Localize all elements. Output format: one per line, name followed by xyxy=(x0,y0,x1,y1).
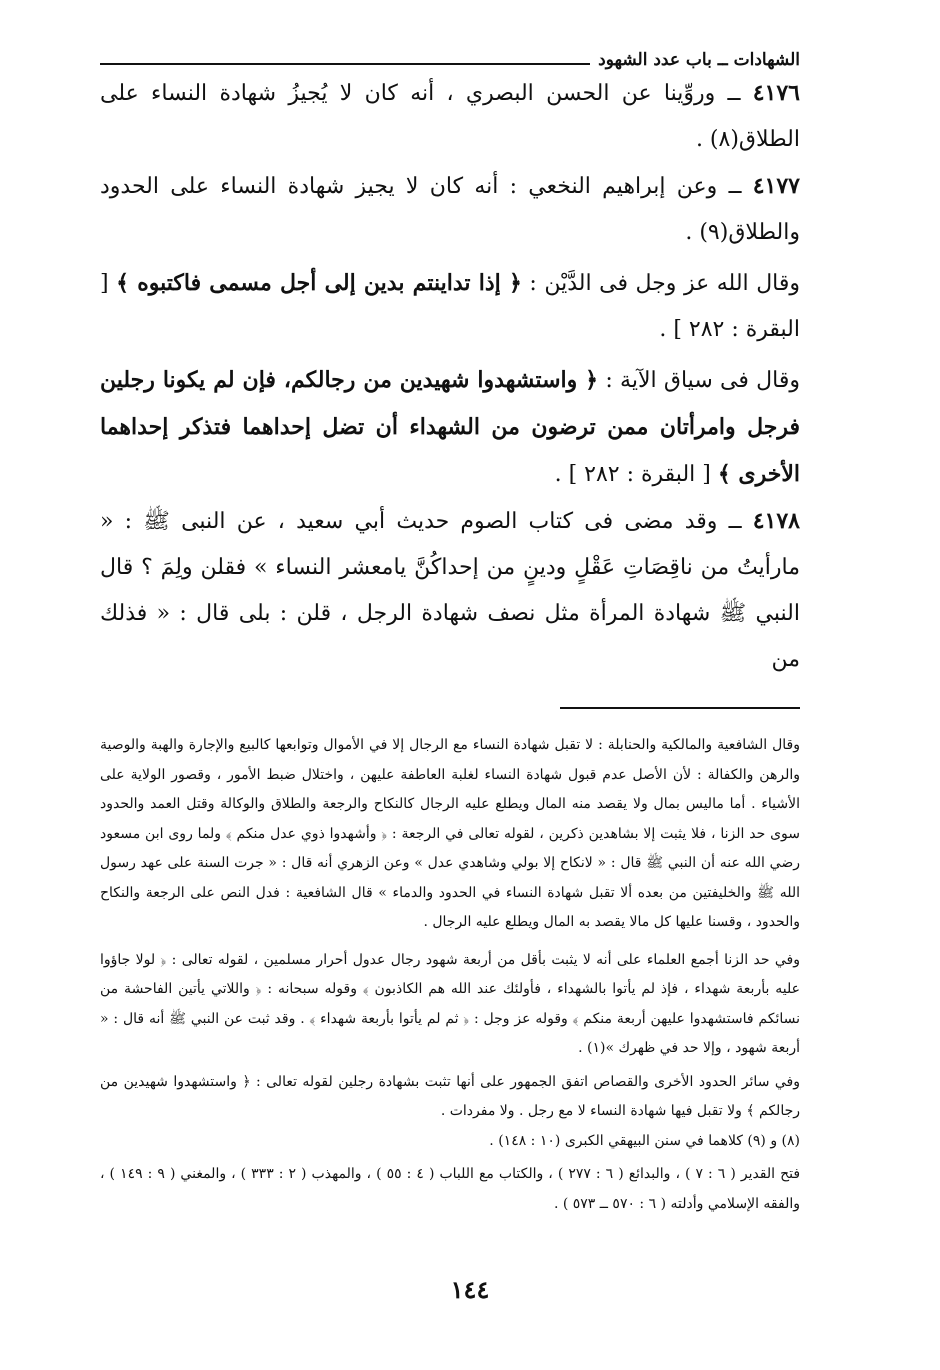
footnote-sources: فتح القدير ( ٦ : ٧ ) ، والبدائع ( ٦ : ٢٧٧ ) ، والكتاب مع اللباب ( ٤ : ٥٥ ) ، والمهذب ( ٢ : ٣٣٣ ) ، والمغني ( ٩ : ١٤٩ ) ، والفقه الإسلامي وأدلته ( ٦ : ٥٧٠ ــ ٥٧٣ ) . xyxy=(100,1166,801,1212)
hadith-4178 xyxy=(100,498,800,683)
header-title: الشهادات ــ باب عدد الشهود xyxy=(598,50,800,70)
hadith-number: ٤١٧٧ xyxy=(752,173,800,199)
verse-paragraph-2 xyxy=(100,357,800,498)
page-number: ١٤٤ xyxy=(450,1275,490,1304)
hadith-4176 xyxy=(100,70,800,163)
footnote-paragraph: وفي سائر الحدود الأخرى والقصاص اتفق الجمهور على أنها تثبت بشهادة رجلين لقوله تعالى : ﴿ واستشهدوا شهيدين من رجالكم ﴾ ولا تقبل فيها شهادة النساء لا مع رجل . ولا مفردات . xyxy=(100,1073,800,1119)
footnote-reference: (٨) و (٩) كلاهما في سنن البيهقي الكبرى (١٠ : ١٤٨) . xyxy=(489,1132,800,1149)
running-header xyxy=(100,40,800,70)
verse-intro: وقال فى سياق الآية : xyxy=(598,368,800,393)
hadith-number: ٤١٧٨ xyxy=(752,508,800,534)
hadith-text: ــ وقد مضى فى كتاب الصوم حديث أبي سعيد ، عن النبى ﷺ : « مارأيتُ من ناقِصَاتِ عَقْلٍ ودينٍ من إحداكُنَّ يامعشر النساء » فقلن ولِمَ ؟ قال النبي ﷺ شهادة المرأة مثل نصف شهادة الرجل ، قلن : بلى قال : « فذلك من xyxy=(100,509,800,672)
verse-reference: [ البقرة : ٢٨٢ ] . xyxy=(554,462,718,487)
verse-reference: [ البقرة : ٢٨٢ ] . xyxy=(100,271,800,342)
quran-quote: ﴿ واستشهدوا شهيدين من رجالكم، فإن لم يكونا رجلين فرجل وامرأتان ممن ترضون من الشهداء أن تضل إحداهما فتذكر إحداهما الأخرى ﴾ xyxy=(100,367,800,487)
verse-intro: وقال الله عز وجل فى الدَّيْن : xyxy=(521,271,801,296)
main-text xyxy=(100,70,800,683)
hadith-text: ــ وعن إبراهيم النخعي : أنه كان لا يجيز شهادة النساء على الحدود والطلاق(٩) . xyxy=(100,174,800,245)
footnote-separator xyxy=(560,707,800,709)
hadith-number: ٤١٧٦ xyxy=(752,80,800,106)
verse-paragraph-1 xyxy=(100,260,800,353)
page xyxy=(100,40,800,1219)
footnote-paragraph: وفي حد الزنا أجمع العلماء على أنه لا يثبت بأقل من أربعة شهود رجال عدول أحرار مسلمين ، لقوله تعالى : ﴿ لولا جاؤوا عليه بأربعة شهداء ، فإذ لم يأتوا بالشهداء ، فأولئك عند الله هم الكاذبون ﴾ وقوله سبحانه : ﴿ واللاتي يأتين الفاحشة من نسائكم فاستشهدوا عليهن أربعة منكم ﴾ وقوله عز وجل : ﴿ ثم لم يأتوا بأربعة شهداء ﴾ . وقد ثبت عن النبي ﷺ أنه قال : « أربعة شهود ، وإلا حد في ظهرك »(١) . xyxy=(100,951,800,1056)
quran-quote: ﴿ إذا تداينتم بدين إلى أجل مسمى فاكتبوه ﴾ xyxy=(116,270,522,296)
hadith-4177 xyxy=(100,163,800,256)
header-rule xyxy=(100,63,590,65)
footnotes xyxy=(100,731,800,1219)
footnote-paragraph: وقال الشافعية والمالكية والحنابلة : لا تقبل شهادة النساء مع الرجال إلا في الأموال وتوابعها كالبيع والإجارة والهبة والوصية والرهن والكفالة : لأن الأصل عدم قبول شهادة النساء لغلبة العاطفة عليهن ، واختلال ضبط الأمور ، وقصور الولاية على الأشياء . أما ماليس بمال ولا يقصد منه المال ويطلع عليه الرجال كالنكاح والرجعة والطلاق والوكالة وقتل العمد والحدود سوى حد الزنا ، فلا يثبت إلا بشاهدين ذكرين ، لقوله تعالى في الرجعة : ﴿ وأشهدوا ذوي عدل منكم ﴾ ولما روى ابن مسعود رضي الله عنه أن النبي ﷺ قال : « لانكاح إلا بولي وشاهدي عدل » وعن الزهري أنه قال : « جرت السنة على عهد رسول الله ﷺ والخليفتين من بعده ألا تقبل شهادة النساء في الحدود والدماء » قال الشافعية : فدل النص على الرجعة والنكاح والحدود ، وقسنا عليها كل مالا يقصد به المال ويطلع عليه الرجال . xyxy=(100,737,800,930)
hadith-text: ــ وروِّينا عن الحسن البصري ، أنه كان لا يُجيزُ شهادة النساء على الطلاق(٨) . xyxy=(100,81,800,152)
